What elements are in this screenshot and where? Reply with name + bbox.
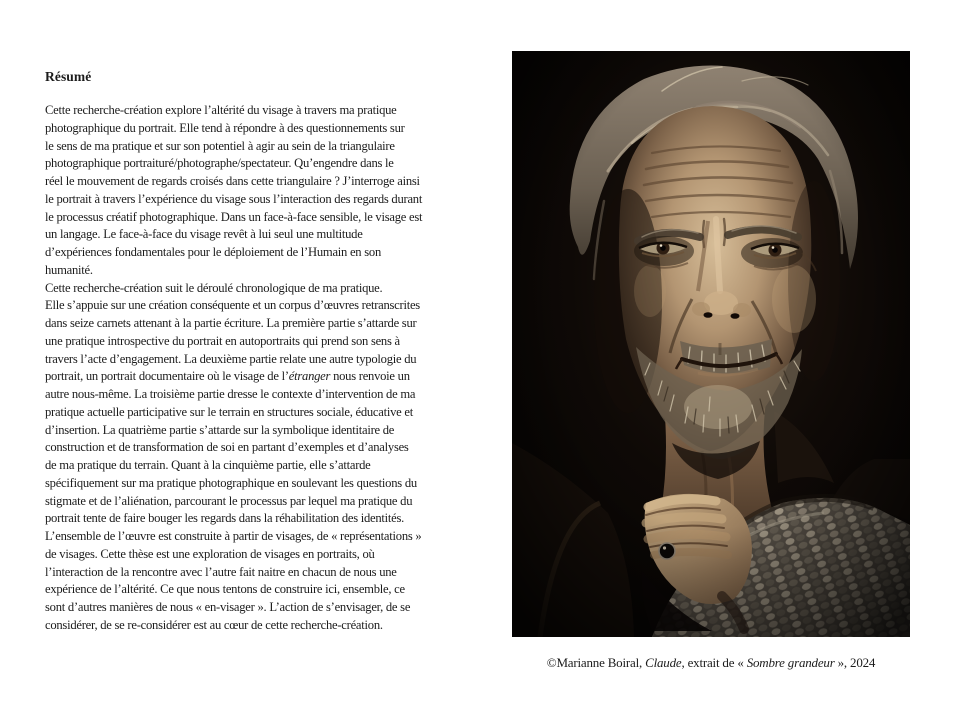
portrait-photo-canvas <box>512 51 910 637</box>
resume-line <box>45 191 515 209</box>
text-run: autre nous-même. La troisième partie dresse le contexte d’intervention de ma <box>45 387 416 401</box>
resume-line <box>45 510 515 528</box>
resume-line <box>45 173 515 191</box>
resume-body <box>45 102 515 635</box>
text-run: photographique du portrait. Elle tend à répondre à des questionnements sur <box>45 120 405 135</box>
text-run: un langage. Le face-à-face du visage revêt à lui seul une multitude <box>45 227 363 242</box>
text-run: ©Marianne Boiral, <box>546 655 646 670</box>
text-run: considérer, de se re-considérer est au cœur de cette recherche-création. <box>45 617 383 632</box>
text-run: spécifiquement sur ma pratique photographique en soulevant les questions du <box>45 475 417 490</box>
resume-line <box>45 333 515 351</box>
text-run: travers l’acte d’engagement. La deuxième partie relate une autre typologie du <box>45 351 417 366</box>
resume-line <box>45 102 515 120</box>
resume-line <box>45 422 515 440</box>
text-run: sont d’autres manières de nous « en-visager ». L’action de s’envisager, de se <box>45 600 411 614</box>
resume-line <box>45 546 515 564</box>
photo-caption <box>512 654 910 671</box>
resume-line <box>45 475 515 493</box>
resume-line <box>45 262 515 280</box>
text-run: L’ensemble de l’œuvre est construite à partir de visages, de « représentations » <box>45 529 422 543</box>
text-run: Cette recherche-création suit le déroulé chronologique de ma pratique. <box>45 280 383 295</box>
resume-line <box>45 528 515 546</box>
text-run: nous renvoie un <box>330 369 410 384</box>
vignette <box>512 51 910 637</box>
text-run: pratique actuelle participative sur le terrain en structures sociale, éducative et <box>45 404 413 419</box>
resume-line <box>45 315 515 333</box>
text-run: d’insertion. La quatrième partie s’attarde sur la symbolique identitaire de <box>45 422 395 437</box>
text-run: Cette recherche-création explore l’altérité du visage à travers ma pratique <box>45 103 397 117</box>
resume-line <box>45 564 515 582</box>
resume-line <box>45 404 515 422</box>
text-run: », 2024 <box>834 655 876 670</box>
resume-line <box>45 581 515 599</box>
resume-line <box>45 386 515 404</box>
resume-line <box>45 617 515 635</box>
text-run: le processus créatif photographique. Dans un face-à-face sensible, le visage est <box>45 209 423 224</box>
resume-line <box>45 599 515 617</box>
text-run: Claude <box>645 655 682 670</box>
resume-line <box>45 297 515 315</box>
text-run: construction et de transformation de soi en partant d’exemples et d’analyses <box>45 440 409 455</box>
text-run: de ma pratique du terrain. Quant à la cinquième partie, elle s’attarde <box>45 458 371 472</box>
resume-line <box>45 244 515 262</box>
text-run: une pratique introspective du portrait en autoportraits qui prend son sens à <box>45 333 400 348</box>
text-run: d’expériences fondamentales pour le déploiement de l’Humain en son <box>45 245 382 259</box>
text-run: le sens de ma pratique et sur son potentiel à agir au sein de la triangulaire <box>45 138 395 153</box>
text-run: le portrait à travers l’expérience du visage sous l’interaction des regards durant <box>45 191 423 206</box>
text-run: dans seize carnets attenant à la partie écriture. La première partie s’attarde sur <box>45 316 417 330</box>
resume-line <box>45 155 515 173</box>
resume-line <box>45 439 515 457</box>
resume-block <box>45 68 515 635</box>
resume-line <box>45 351 515 369</box>
resume-line <box>45 493 515 511</box>
text-run: réel le mouvement de regards croisés dans cette triangulaire ? J’interroge ainsi <box>45 174 420 188</box>
text-run: , extrait de « <box>681 655 747 670</box>
resume-line <box>45 457 515 475</box>
text-run: l’interaction de la rencontre avec l’autre fait naitre en chacun de nous une <box>45 564 397 579</box>
text-run: Sombre grandeur <box>746 655 835 670</box>
resume-line <box>45 368 515 386</box>
text-run: humanité. <box>45 262 93 277</box>
text-run: portrait, un portrait documentaire où le visage de l’ <box>45 369 289 384</box>
portrait-photo <box>512 51 910 637</box>
text-run: de visages. Cette thèse est une exploration de visages en portraits, où <box>45 546 375 561</box>
resume-line <box>45 226 515 244</box>
text-run: portrait tente de faire bouger les regards dans la réhabilitation des identités. <box>45 511 405 526</box>
resume-line <box>45 280 515 298</box>
resume-title: Résumé <box>45 69 92 84</box>
text-run: Elle s’appuie sur une création conséquente et un corpus d’œuvres retranscrites <box>45 298 420 313</box>
text-run: stigmate et de l’aliénation, parcourant le processus par lequel ma pratique du <box>45 493 413 508</box>
text-run: expérience de l’altérité. Ce que nous tentons de construire ici, ensemble, ce <box>45 582 405 597</box>
text-run: photographique portraituré/photographe/spectateur. Qu’engendre dans le <box>45 156 394 171</box>
text-run: étranger <box>288 369 331 384</box>
resume-line <box>45 120 515 138</box>
resume-line <box>45 138 515 156</box>
resume-line <box>45 209 515 227</box>
